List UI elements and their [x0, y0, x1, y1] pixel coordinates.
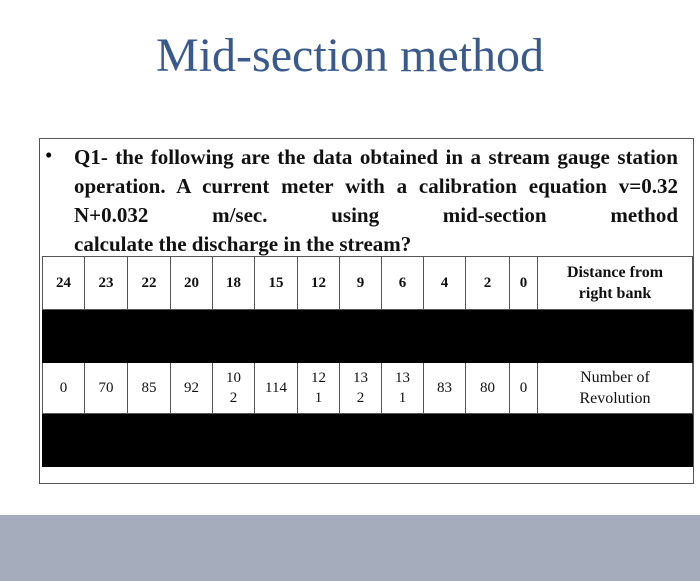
distance-cell: 15 — [255, 257, 298, 310]
redacted-cell — [255, 310, 298, 363]
revolution-row — [43, 363, 693, 414]
redacted-cell — [298, 414, 340, 467]
distance-cell: 2 — [466, 257, 510, 310]
redacted-row — [43, 414, 693, 467]
question-line: equation v=0.32 N+0.032 m/sec. using mid-section method — [74, 174, 679, 227]
redacted-cell — [340, 414, 382, 467]
distance-cell: 22 — [128, 257, 171, 310]
revolution-cell: 0 — [43, 363, 85, 414]
redacted-cell — [128, 414, 171, 467]
bullet-point: • — [45, 143, 53, 167]
revolution-cell: 85 — [128, 363, 171, 414]
redacted-cell — [128, 310, 171, 363]
distance-cell: 20 — [171, 257, 213, 310]
redacted-cell — [43, 414, 85, 467]
redacted-cell — [171, 310, 213, 363]
redacted-cell — [466, 310, 510, 363]
redacted-cell — [213, 310, 255, 363]
redacted-cell — [424, 414, 466, 467]
distance-cell: 9 — [340, 257, 382, 310]
distance-label — [538, 257, 693, 310]
redacted-cell — [510, 414, 538, 467]
question-line: Q1- the following are the data obtained in a stream gauge — [74, 145, 610, 169]
data-table — [42, 256, 693, 467]
redacted-cell — [424, 310, 466, 363]
revolution-cell: 0 — [510, 363, 538, 414]
redacted-cell — [298, 310, 340, 363]
revolution-cell: 83 — [424, 363, 466, 414]
revolution-cell: 131 — [382, 363, 424, 414]
redacted-row — [43, 310, 693, 363]
distance-cell: 12 — [298, 257, 340, 310]
redacted-cell — [340, 310, 382, 363]
revolution-label-text: Number of Revolution — [579, 369, 651, 407]
revolution-cell: 132 — [340, 363, 382, 414]
question-line: station operation. A current meter with a calibration — [74, 145, 678, 198]
revolution-cell: 92 — [171, 363, 213, 414]
redacted-cell — [382, 310, 424, 363]
distance-row — [43, 257, 693, 310]
redacted-cell — [85, 310, 128, 363]
redacted-cell — [43, 310, 85, 363]
distance-cell: 6 — [382, 257, 424, 310]
redacted-cell — [538, 310, 693, 363]
revolution-cell: 102 — [213, 363, 255, 414]
redacted-cell — [255, 414, 298, 467]
redacted-cell — [466, 414, 510, 467]
redacted-cell — [85, 414, 128, 467]
distance-cell: 4 — [424, 257, 466, 310]
footer-band — [0, 515, 700, 581]
revolution-label — [538, 363, 693, 414]
question-text — [74, 143, 678, 259]
redacted-cell — [510, 310, 538, 363]
distance-cell: 18 — [213, 257, 255, 310]
redacted-cell — [538, 414, 693, 467]
distance-label-text: Distance from right bank — [566, 264, 664, 302]
revolution-cell: 114 — [255, 363, 298, 414]
distance-cell: 23 — [85, 257, 128, 310]
revolution-cell: 121 — [298, 363, 340, 414]
redacted-cell — [171, 414, 213, 467]
distance-cell: 0 — [510, 257, 538, 310]
redacted-cell — [213, 414, 255, 467]
revolution-cell: 80 — [466, 363, 510, 414]
distance-cell: 24 — [43, 257, 85, 310]
revolution-cell: 70 — [85, 363, 128, 414]
question-line: calculate the discharge in the stream? — [74, 232, 412, 256]
slide-title: Mid-section method — [156, 29, 544, 82]
redacted-cell — [382, 414, 424, 467]
